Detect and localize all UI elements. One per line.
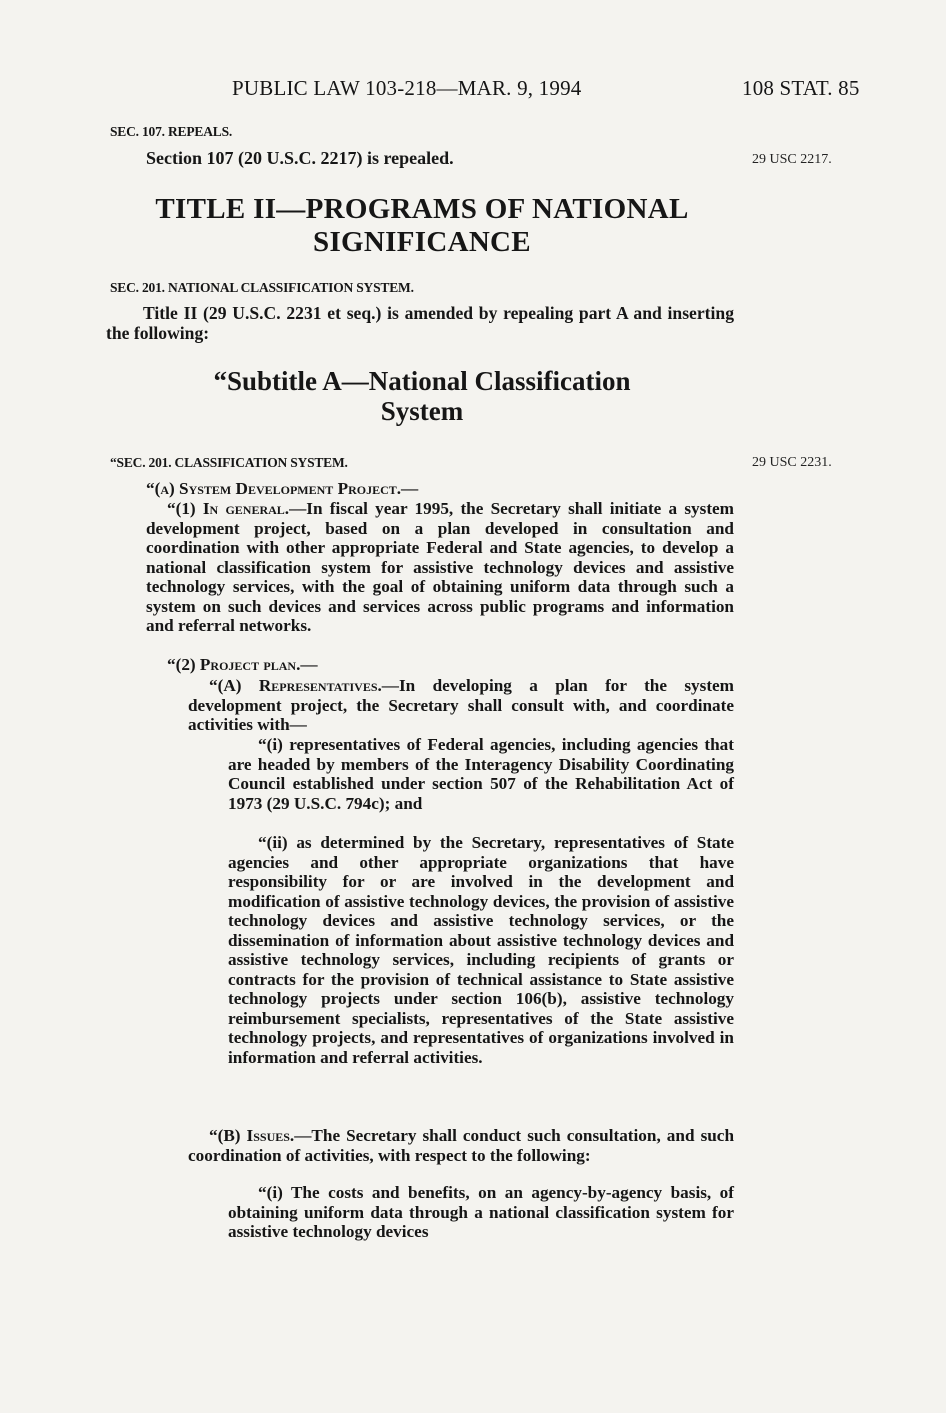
inner-sec201-heading: “SEC. 201. CLASSIFICATION SYSTEM.	[110, 455, 348, 470]
paragraph-A-body	[188, 676, 734, 735]
sec201-paragraph: Title II (29 U.S.C. 2231 et seq.) is amended by repealing part A and inserting the following:	[106, 303, 734, 343]
subtitle-line2: System	[380, 396, 464, 426]
title-heading	[110, 193, 734, 259]
clause-i-text: “(i) representatives of Federal agencies, including agencies that are headed by members of the Interagency Disability Coordinating Council established under section 507 of the Rehabilitation Act of 1973 (29 U.S.C. 794c); and	[228, 735, 734, 813]
paragraph-1-label: “(1) In general.	[167, 499, 290, 518]
margin-note-29usc2217: 29 USC 2217.	[752, 152, 832, 167]
paragraph-B-body	[188, 1126, 734, 1165]
paragraph-2-label-row	[167, 655, 734, 675]
sec107-text: Section 107 (20 U.S.C. 2217) is repealed.	[146, 148, 454, 168]
subsection-a-heading: “(a) System Development Project.—	[146, 479, 419, 498]
clause-ii	[228, 833, 734, 1067]
paragraph-B-label: “(B) Issues.	[209, 1126, 295, 1145]
paragraph-2-label: “(2) Project plan.—	[167, 655, 318, 674]
paragraph-A-text: —In developing a plan for the system development project, the Secretary shall consult with, and coordinate activities with—	[188, 676, 735, 734]
clause-B-i	[228, 1183, 734, 1242]
sec201-heading: SEC. 201. NATIONAL CLASSIFICATION SYSTEM.	[110, 280, 414, 295]
running-header-right: 108 STAT. 85	[742, 76, 860, 100]
title-heading-line2: SIGNIFICANCE	[313, 226, 531, 258]
subsection-a-label	[146, 479, 734, 499]
clause-i	[228, 735, 734, 813]
subtitle-heading	[110, 366, 734, 426]
paragraph-A	[188, 676, 734, 735]
title-heading-line1: TITLE II—PROGRAMS OF NATIONAL	[155, 193, 689, 225]
paragraph-B-text: —The Secretary shall conduct such consultation, and such coordination of activities, with respect to the following:	[188, 1126, 734, 1165]
paragraph-A-label: “(A) Representatives.	[209, 676, 382, 695]
margin-note-29usc2231: 29 USC 2231.	[752, 455, 832, 470]
paragraph-B	[188, 1126, 734, 1165]
sec201-text	[106, 304, 734, 343]
subtitle-line1: “Subtitle A—National Classification	[213, 366, 631, 396]
paragraph-1-body	[146, 499, 734, 636]
clause-B-i-text: “(i) The costs and benefits, on an agency-by-agency basis, of obtaining uniform data through a national classification system for assistive technology devices	[228, 1183, 734, 1241]
paragraph-1-text: —In fiscal year 1995, the Secretary shall initiate a system development project, based on a plan developed in consultation and coordination with other appropriate Federal and State agencies, to develop a national classification system for assistive technology devices and assistive technology services, with the goal of obtaining uniform data through such a system on such devices and services across public programs and information and referral networks.	[146, 499, 734, 635]
sec107-heading: SEC. 107. REPEALS.	[110, 124, 233, 139]
paragraph-1	[146, 499, 734, 636]
clause-ii-text: “(ii) as determined by the Secretary, representatives of State agencies and other appropriate organizations that have responsibility for or are involved in the development and modification of assistive technology devices, the provision of assistive technology devices and assistive technology services, or the dissemination of information about assistive technology devices and assistive technology services, including recipients of grants or contracts for the provision of technical assistance to State assistive technology projects under section 106(b), assistive technology reimbursement specialists, representatives of the State assistive technology projects, and representatives of organizations involved in information and referral activities.	[228, 833, 734, 1067]
running-header-left: PUBLIC LAW 103-218—MAR. 9, 1994	[232, 76, 582, 100]
